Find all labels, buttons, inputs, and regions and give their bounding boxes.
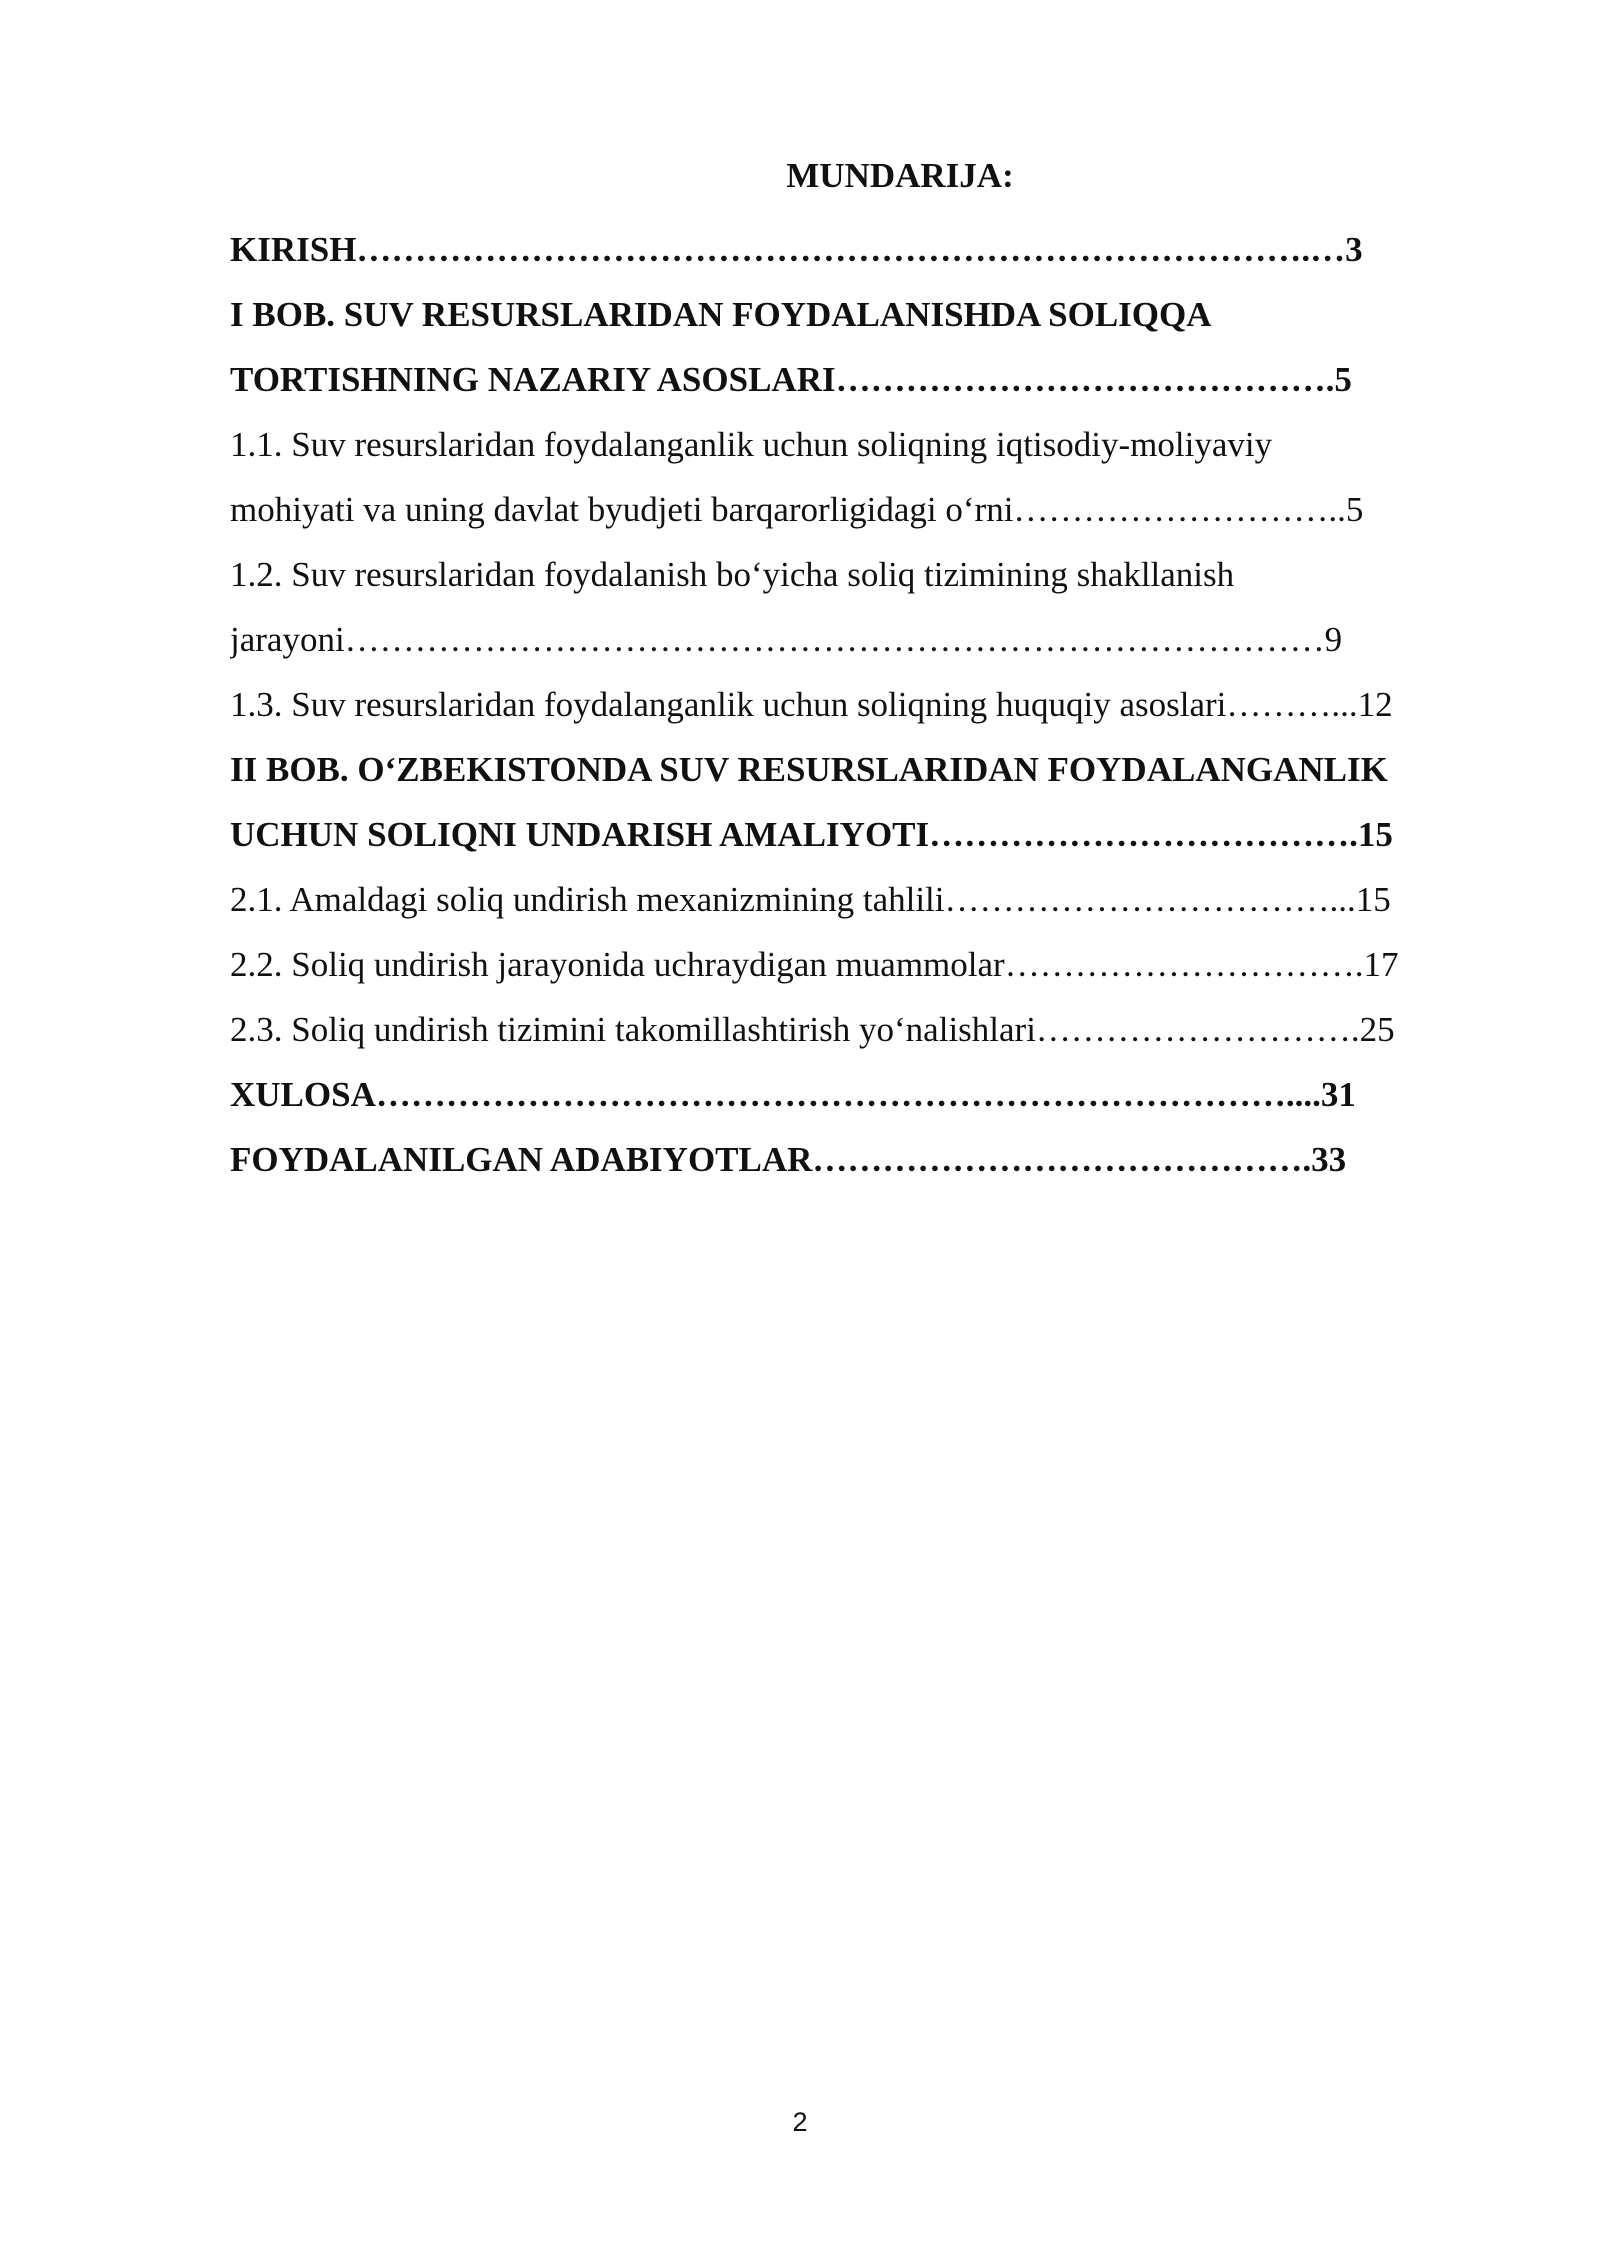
toc-entry-1-3: 1.3. Suv resurslaridan foydalanganlik uchun soliqning huquqiy asoslari………...12	[230, 685, 1393, 724]
page-number: 2	[792, 2107, 808, 2137]
toc-entry-2-1: 2.1. Amaldagi soliq undirish mexanizmining tahlili……………………………...15	[230, 880, 1391, 919]
toc-entry-1-1-line-2: mohiyati va uning davlat byudjeti barqarorligidagi o‘rni………………………..5	[230, 490, 1364, 529]
toc-entry-adabiyotlar: FOYDALANILGAN ADABIYOTLAR…………………………………….33	[230, 1140, 1347, 1179]
toc-entry-chapter-1-line-2: TORTISHNING NAZARIY ASOSLARI…………………………………….5	[230, 360, 1352, 399]
toc-entry-chapter-1-line-1: I BOB. SUV RESURSLARIDAN FOYDALANISHDA SOLIQQA	[230, 295, 1212, 334]
toc-entry-1-1-line-1: 1.1. Suv resurslaridan foydalanganlik uchun soliqning iqtisodiy-moliyaviy	[230, 425, 1273, 464]
toc-entry-1-2-line-1: 1.2. Suv resurslaridan foydalanish bo‘yicha soliq tizimining shakllanish	[230, 555, 1235, 594]
toc-entry-2-2: 2.2. Soliq undirish jarayonida uchraydigan muammolar………………………….17	[230, 945, 1399, 984]
toc-entry-chapter-2-line-1: II BOB. O‘ZBEKISTONDA SUV RESURSLARIDAN FOYDALANGANLIK	[230, 750, 1388, 789]
toc-entry-1-2-line-2: jarayoni…………………………………………………………………………9	[230, 620, 1343, 659]
toc-title: MUNDARIJA:	[786, 156, 1014, 195]
toc-entry-kirish: KIRISH……………………………………………………………………….…3	[230, 230, 1363, 269]
toc-entry-2-3: 2.3. Soliq undirish tizimini takomillashtirish yo‘nalishlari……………………….25	[230, 1010, 1395, 1049]
table-of-contents	[230, 152, 1500, 1192]
toc-entry-chapter-2-line-2: UCHUN SOLIQNI UNDARISH AMALIYOTI……………………………….15	[230, 815, 1393, 854]
toc-entry-xulosa: XULOSA……………………………………………………………………....31	[230, 1075, 1356, 1114]
